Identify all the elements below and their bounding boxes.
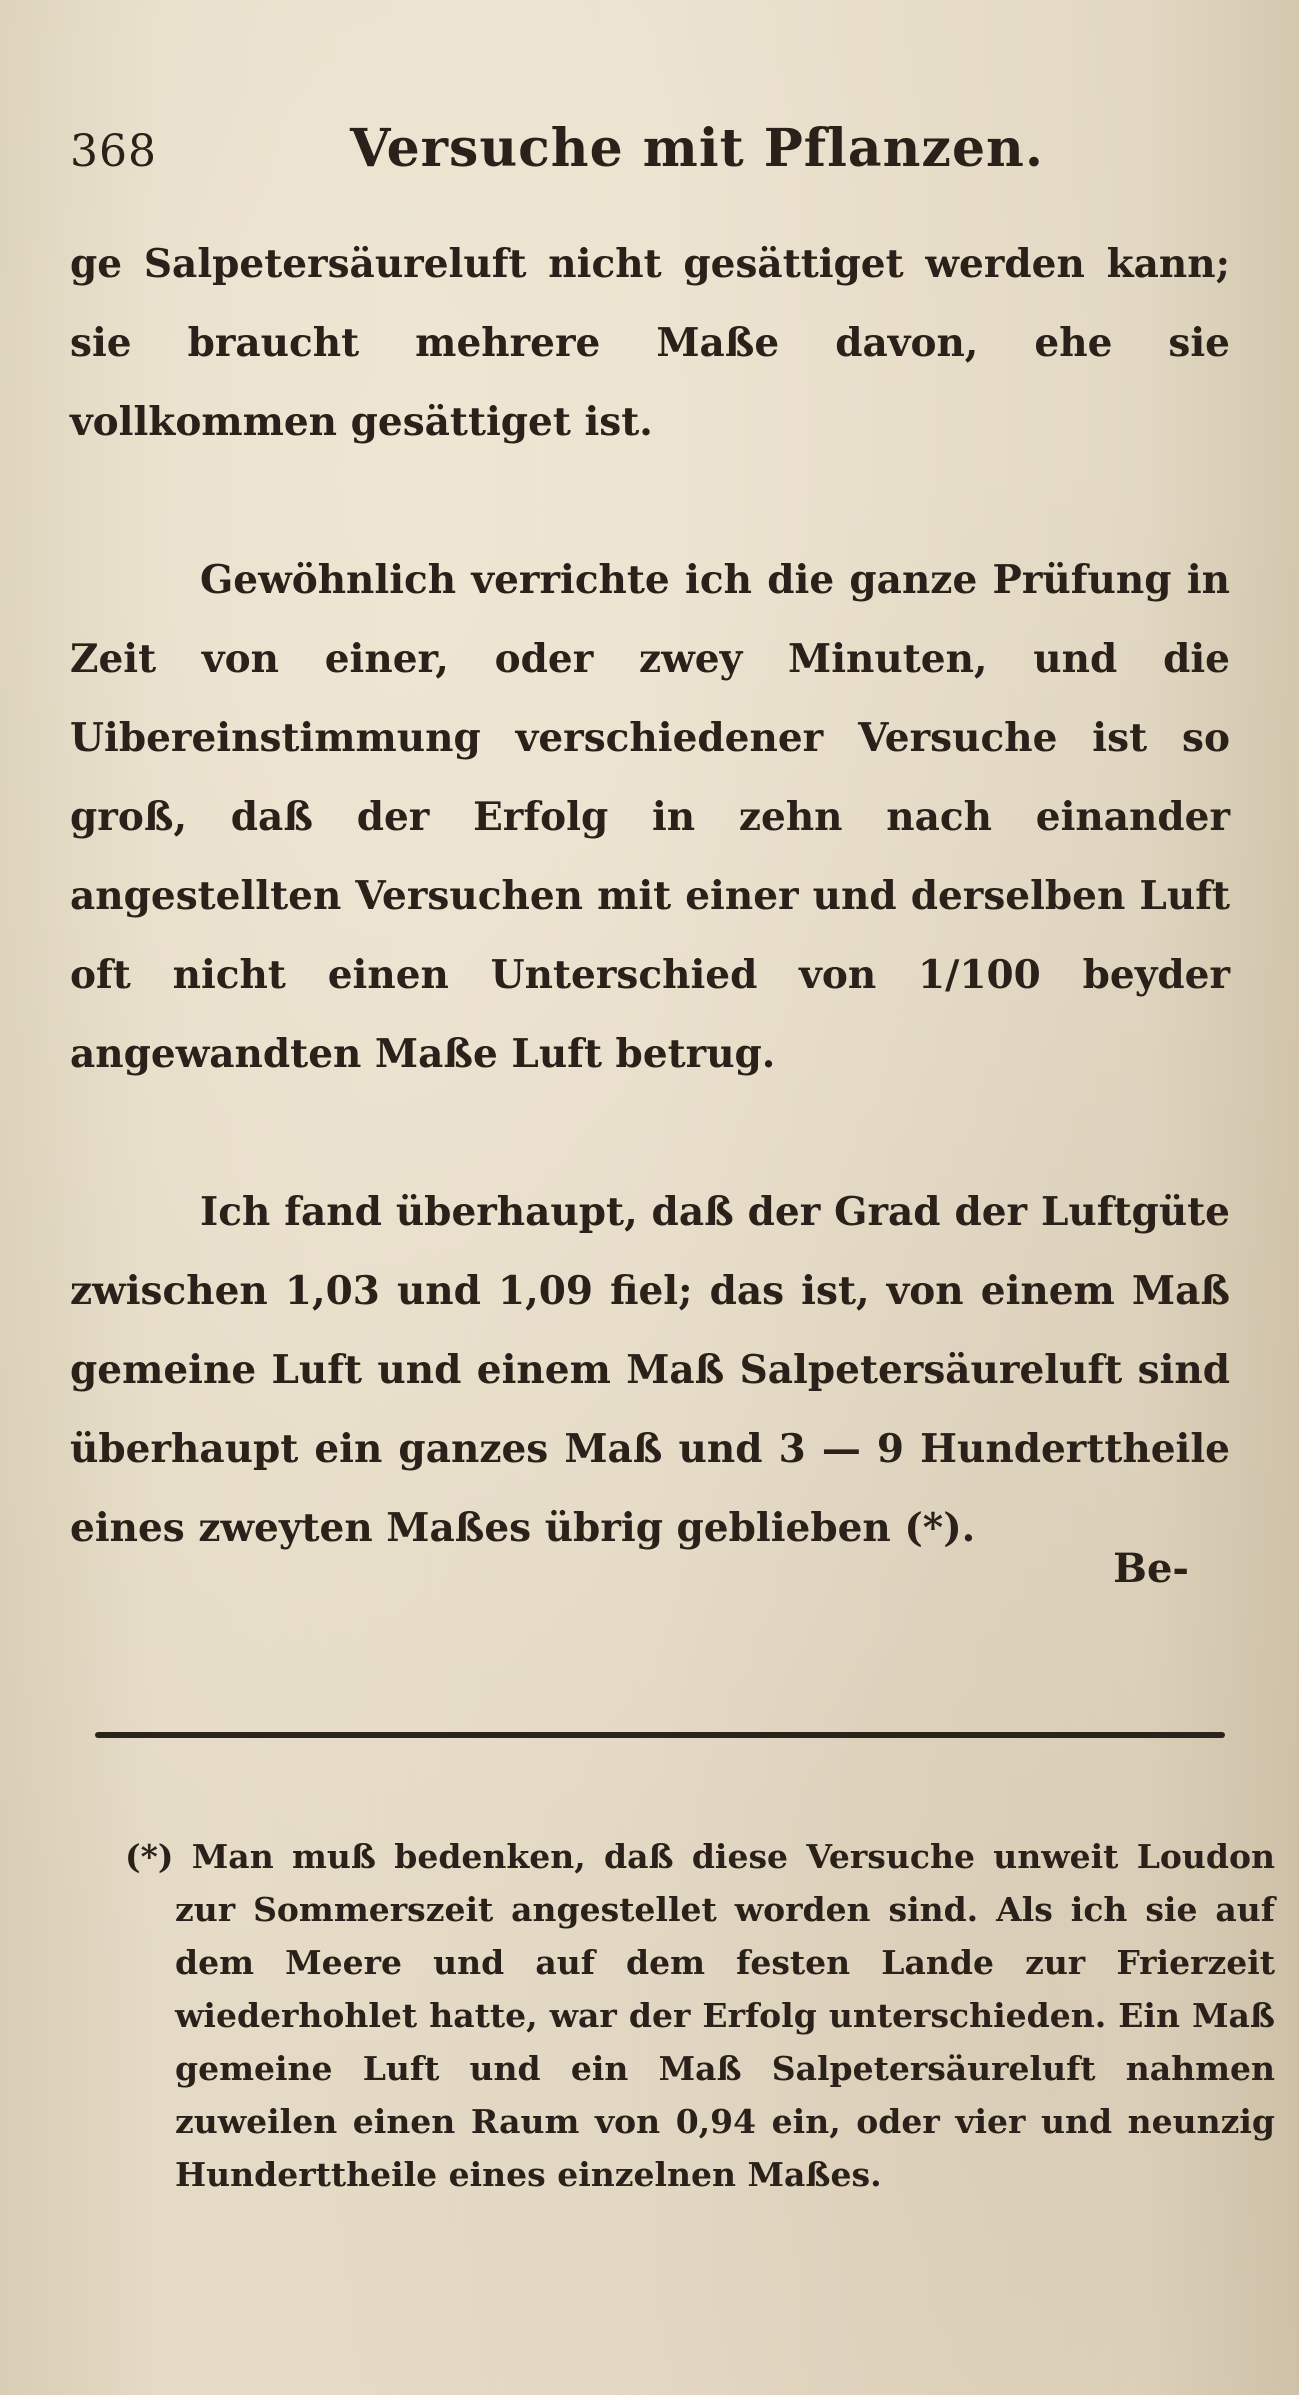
running-title: Versuche mit Pflanzen. [350, 118, 1044, 179]
paragraph: Ich fand überhaupt, daß der Grad der Luftgüte zwischen 1,03 und 1,09 fiel; das ist, von einem Maß gemeine Luft und einem Maß Salpetersäureluft sind überhaupt ein ganzes Maß und 3 — 9 Hunderttheile eines zweyten Maßes übrig geblieben (*). [70, 1189, 1230, 1551]
footnote: (*) Man muß bedenken, daß diese Versuche unweit Loudon zur Sommerszeit angestellet worden sind. Als ich sie auf dem Meere und auf dem festen Lande zur Frierzeit wiederhohlet hatte, war der Erfolg unterschieden. Ein Maß gemeine Luft und ein Maß Salpetersäureluft nahmen zuweilen einen Raum von 0,94 ein, oder vier und neunzig Hunderttheile eines einzelnen Maßes. [125, 1837, 1275, 2194]
paragraph: Gewöhnlich verrichte ich die ganze Prüfung in Zeit von einer, oder zwey Minuten, und die Uibereinstimmung verschiedener Versuche ist so groß, daß der Erfolg in zehn nach einander angestellten Versuchen mit einer und derselben Luft oft nicht einen Unterschied von 1/100 beyder angewandten Maße Luft betrug. [70, 557, 1230, 1077]
main-text [70, 225, 1230, 1568]
paragraph-continuation: ge Salpetersäureluft nicht gesättiget werden kann; sie braucht mehrere Maße davon, ehe sie vollkommen gesättiget ist. [70, 241, 1230, 445]
catchword: Be- [1113, 1545, 1189, 1592]
footnote-rule [95, 1732, 1225, 1738]
page-number: 368 [70, 126, 157, 177]
running-head [70, 118, 1230, 188]
